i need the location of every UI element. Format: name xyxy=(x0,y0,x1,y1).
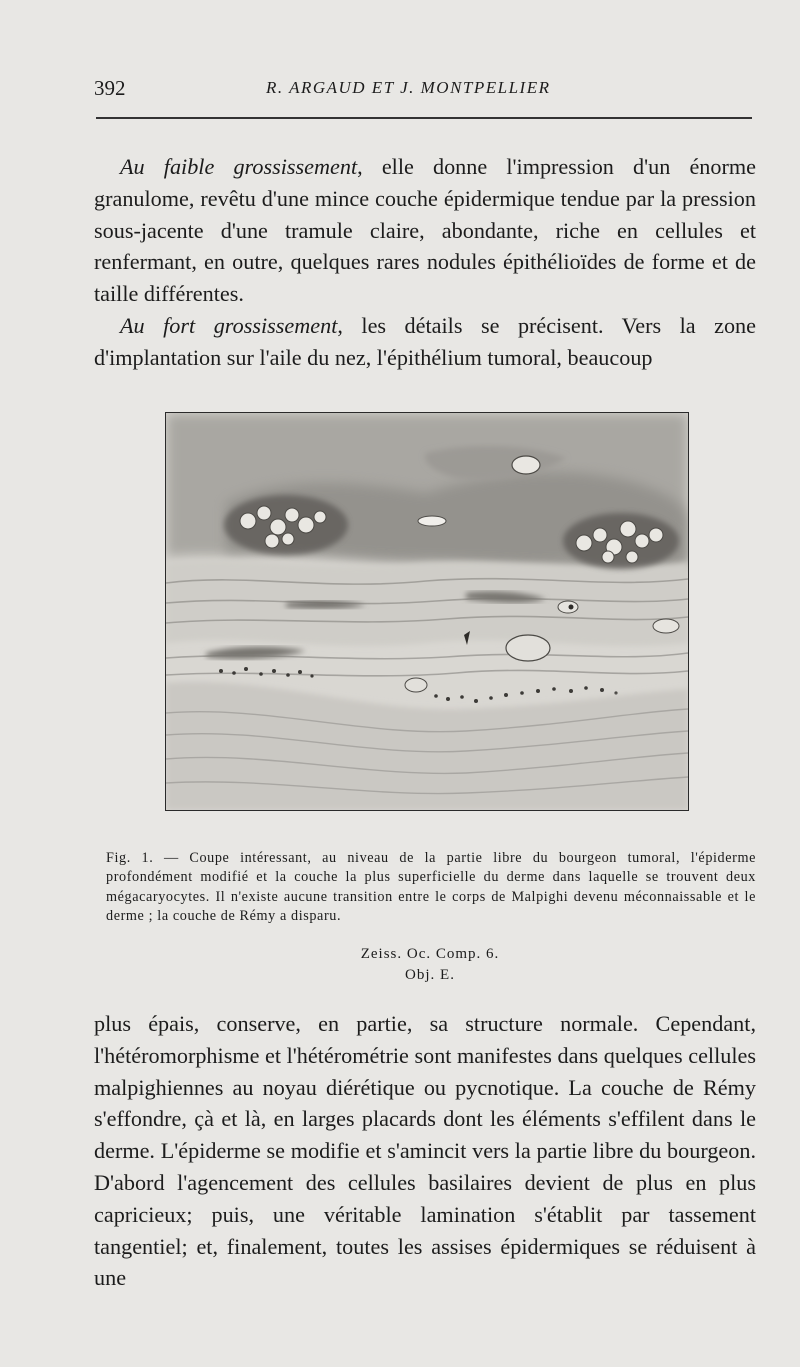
paragraph-1-lead: Au faible grossissement xyxy=(120,154,358,179)
megakaryocyte-right xyxy=(563,513,679,569)
page-header xyxy=(94,76,754,106)
paragraph-2-lead: Au fort grossissement xyxy=(120,312,338,338)
histology-figure xyxy=(165,412,689,811)
header-rule xyxy=(96,117,752,119)
figure-caption: Fig. 1. — Coupe intéressant, au niveau de la partie libre du bourgeon tumoral, l'épiderme profondément modifié et la couche la plus superficielle du derme dans laquelle se trouvent deux mégacaryocytes. Il n'existe aucune transition entre le corps de Malpighi devenu méconnaissable et le derme ; la couche de Rémy a disparu. xyxy=(106,850,756,925)
paragraph-1 xyxy=(94,151,756,310)
paragraph-2 xyxy=(94,310,756,374)
text-block-top xyxy=(94,151,756,374)
paragraph-3: plus épais, conserve, en partie, sa structure normale. Cependant, l'hétéromorphisme et l'hétérométrie sont manifestes dans quelques cellules malpighiennes au noyau diérétique ou pycnotique. La couche de Rémy s'effondre, çà et là, en larges placards dont les éléments s'effilent dans le derme. L'épiderme se modifie et s'amincit vers la partie libre du bourgeon. D'abord l'agencement des cellules basilaires devient de plus en plus capricieux; puis, une véritable lamination s'établit par tassement tangentiel; et, finalement, toutes les assises épidermiques se réduisent à une xyxy=(94,1011,756,1291)
spec-line-2: Obj. E. xyxy=(405,967,455,983)
megakaryocyte-left xyxy=(224,495,348,555)
running-head: R. ARGAUD ET J. MONTPELLIER xyxy=(266,78,551,97)
paragraph-1-text: , elle donne l'impression d'un énorme granulome, revêtu d'une mince couche épidermique tendue par la pression sous-jacente d'une tramule claire, abondante, riche en cellules et renfermant, en outre, quelques rares nodules épithélioïdes de forme et de taille différentes. xyxy=(94,154,756,307)
paragraph-2-text: , les détails se précisent. Vers la zone d'implantation sur l'aile du nez, l'épithélium tumoral, beaucoup xyxy=(94,312,756,370)
histology-illustration xyxy=(166,413,688,810)
page-number: 392 xyxy=(94,76,126,100)
text-block-bottom xyxy=(94,1008,756,1294)
spec-line-1: Zeiss. Oc. Comp. 6. xyxy=(360,946,500,962)
microscope-specs xyxy=(330,944,530,986)
